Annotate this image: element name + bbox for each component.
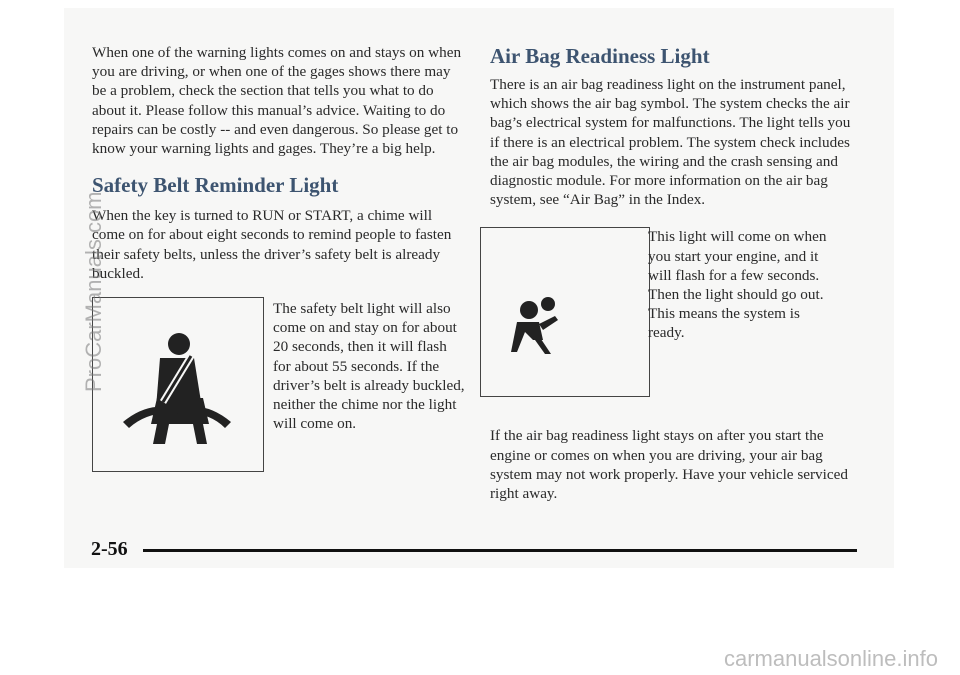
airbag-figure-row	[490, 227, 860, 399]
page-number: 2-56	[91, 538, 128, 560]
safety-belt-figure-row	[92, 297, 465, 477]
side-watermark: ProCarManuals.com	[81, 191, 106, 392]
footer-rule	[143, 549, 857, 552]
left-column	[92, 43, 465, 477]
right-column	[490, 43, 860, 503]
safety-belt-figure-text: The safety belt light will also come on and stay on for about 20 seconds, then it will flash for about 55 seconds. If the driver’s belt is already buckled, neither the chime nor the light will come on.	[273, 300, 465, 433]
seatbelt-icon	[93, 298, 263, 471]
airbag-figure-text: This light will come on when you start your engine, and it will flash for a few seconds. Then the light should go out. This means the system is ready.	[648, 228, 827, 342]
warning-lights-intro-paragraph: When one of the warning lights comes on and stays on when you are driving, or when one of the gages shows there may be a problem, check the section that tells you what to do about it. Please follow this manual’s advice. Waiting to do repairs can be costly -- and even dangerous. So please get to know your warning lights and gages. They’re a big help.	[92, 44, 462, 158]
airbag-readiness-heading: Air Bag Readiness Light	[490, 44, 710, 68]
safety-belt-paragraph: When the key is turned to RUN or START, a chime will come on for about eight seconds to remind people to fasten their safety belts, unless the driver’s safety belt is already buckled.	[92, 207, 452, 282]
airbag-icon-box	[480, 227, 650, 397]
airbag-paragraph: There is an air bag readiness light on the instrument panel, which shows the air bag symbol. The system checks the air bag’s electrical system for malfunctions. The light tells you if there is an electrical problem. The system check includes the air bag modules, the wiring and the crash sensing and diagnostic module. For more information on the air bag system, see “Air Bag” in the Index.	[490, 76, 851, 209]
airbag-icon	[481, 228, 649, 396]
seatbelt-icon-box	[92, 297, 264, 472]
safety-belt-reminder-heading: Safety Belt Reminder Light	[92, 173, 339, 198]
bottom-watermark: carmanualsonline.info	[723, 646, 938, 671]
airbag-after-paragraph: If the air bag readiness light stays on after you start the engine or comes on when you are driving, your air bag system may not work properly. Have your vehicle serviced right away.	[490, 427, 848, 503]
